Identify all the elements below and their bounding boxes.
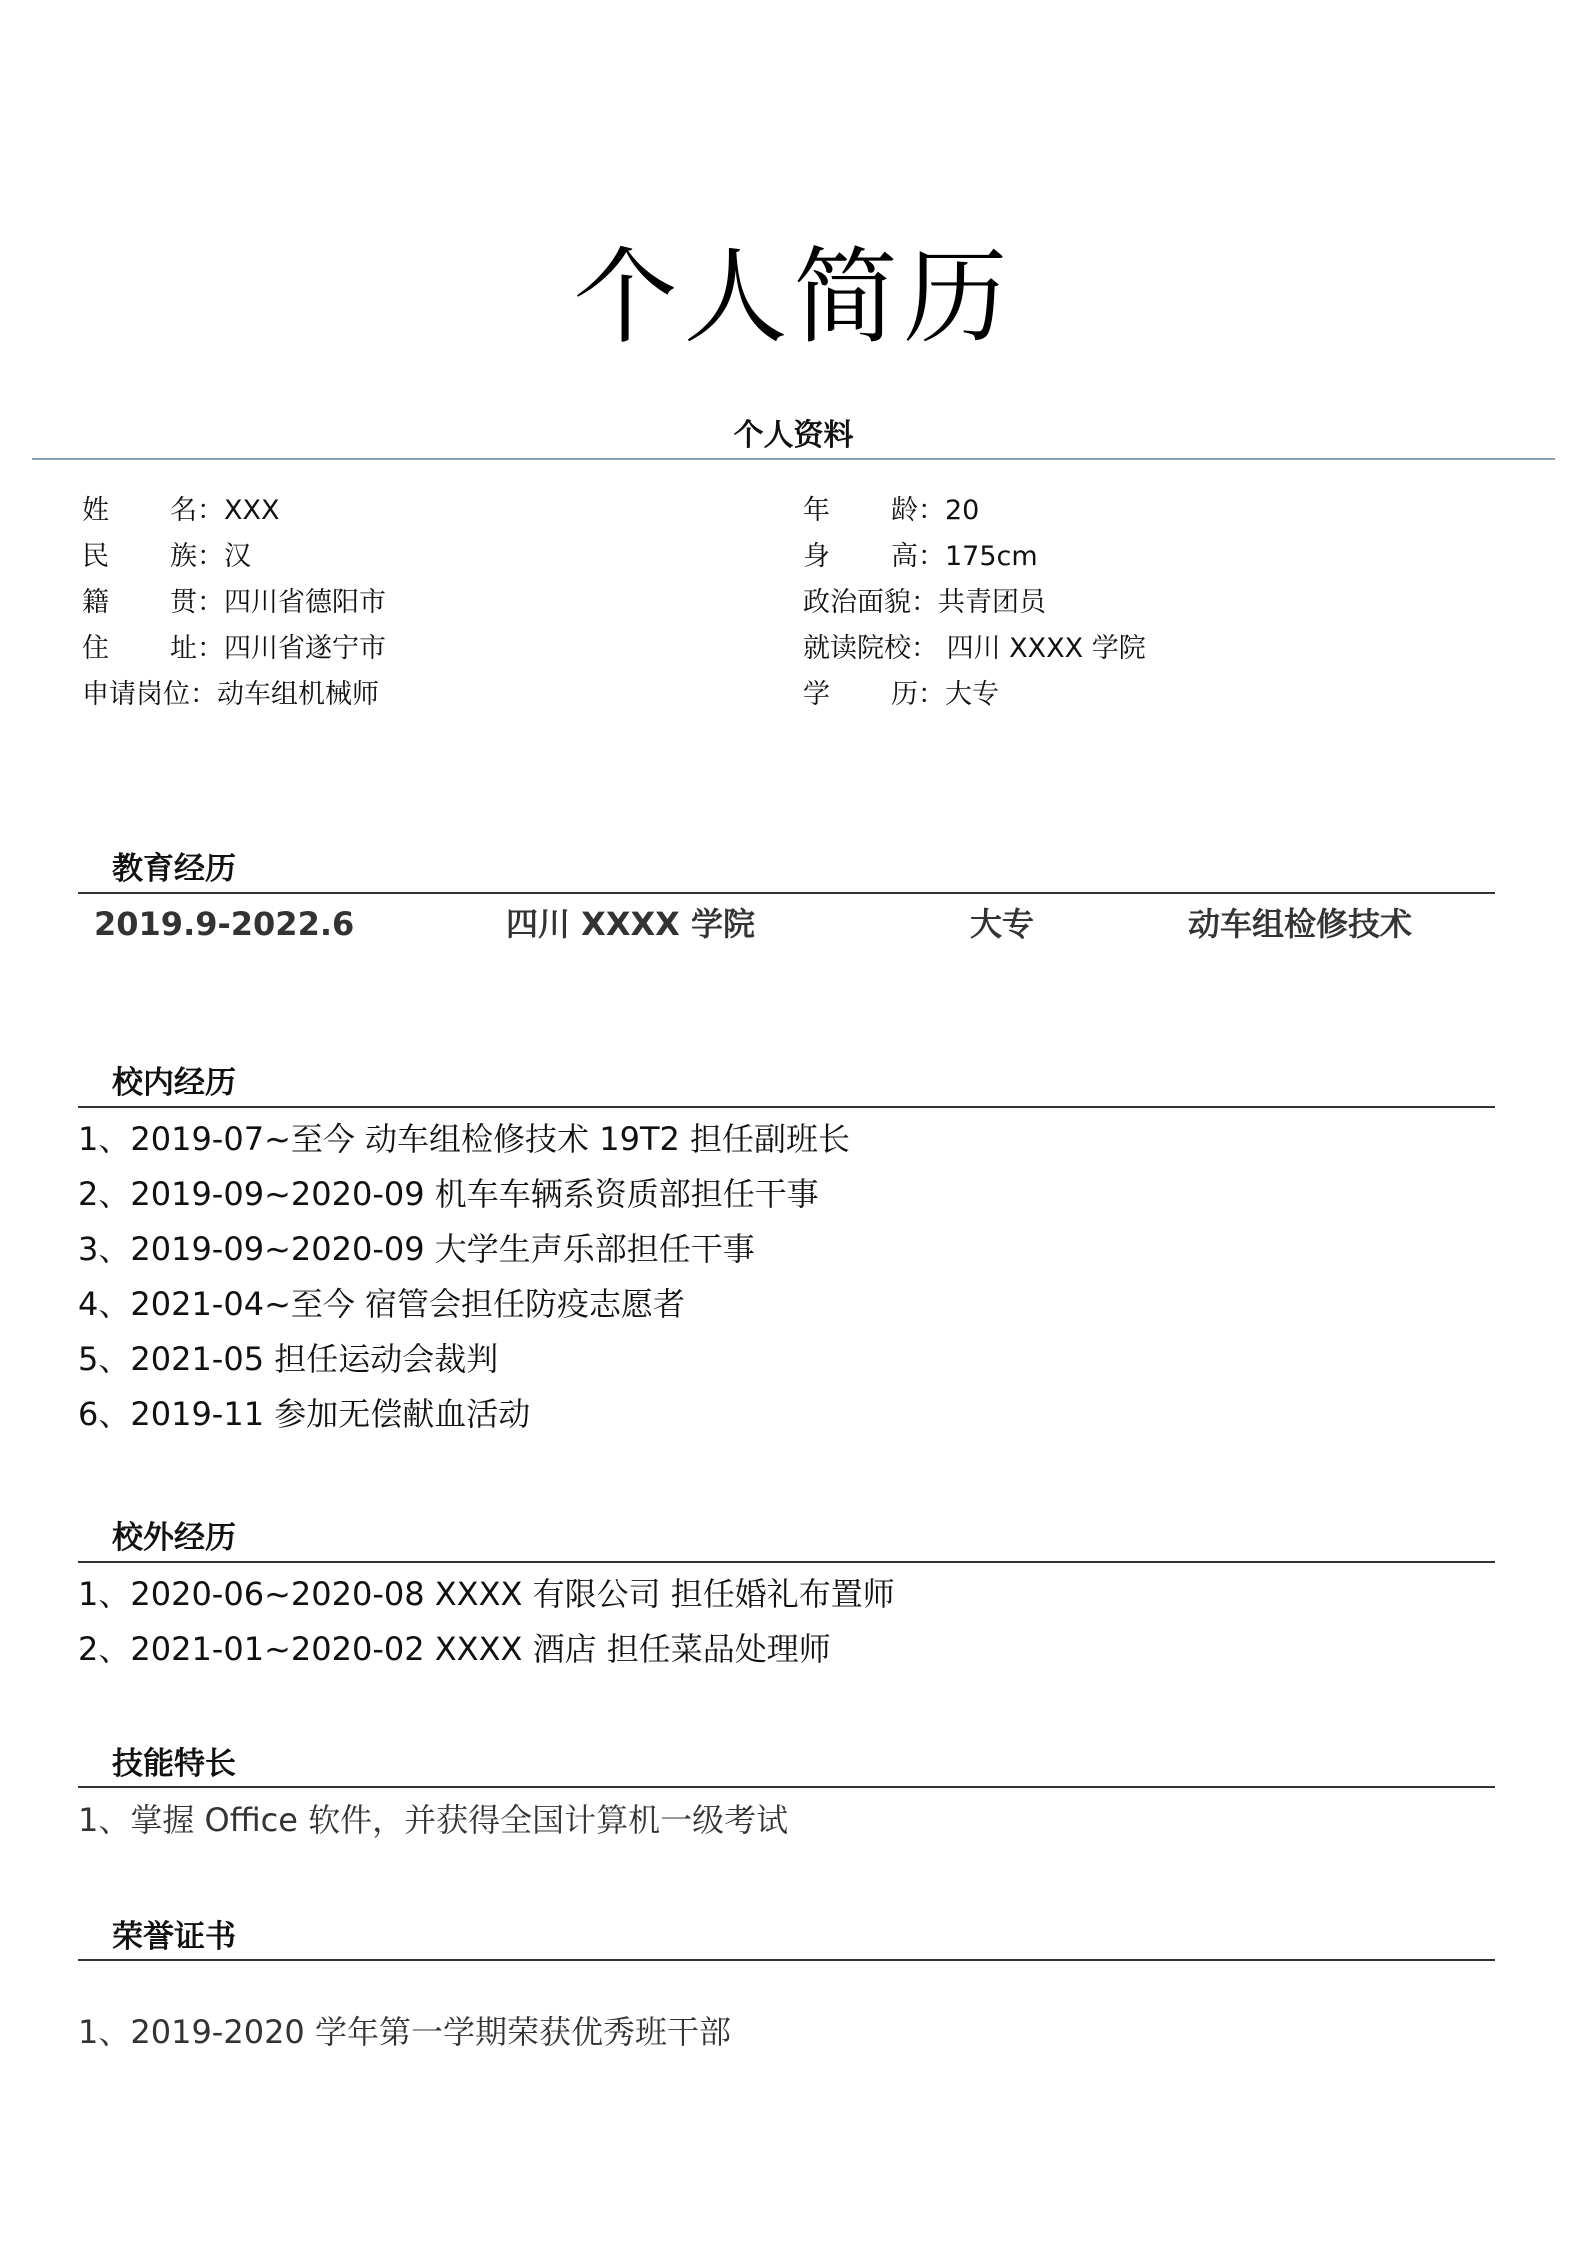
info-native-place: 籍 贯：四川省德阳市 xyxy=(82,583,386,623)
education-major: 动车组检修技术 xyxy=(1188,905,1413,943)
skills-heading: 技能特长 xyxy=(112,1746,236,1782)
campus-item: 2、2019-09~2020-09 机车车辆系资质部担任干事 xyxy=(78,1175,819,1213)
external-divider xyxy=(78,1561,1495,1563)
info-label: 就读院校 xyxy=(803,633,911,664)
education-divider xyxy=(78,892,1495,894)
info-value: 大专 xyxy=(945,679,999,710)
info-value: XXX xyxy=(224,495,280,526)
info-label: 身 高 xyxy=(803,541,918,572)
campus-item: 1、2019-07~至今 动车组检修技术 19T2 担任副班长 xyxy=(78,1120,851,1158)
honors-heading: 荣誉证书 xyxy=(112,1919,236,1955)
info-education-level: 学 历：大专 xyxy=(803,675,999,715)
info-ethnicity: 民 族：汉 xyxy=(82,537,251,577)
info-value: 175cm xyxy=(945,541,1038,572)
campus-item: 3、2019-09~2020-09 大学生声乐部担任干事 xyxy=(78,1230,755,1268)
campus-item: 6、2019-11 参加无偿献血活动 xyxy=(78,1395,531,1433)
honors-item: 1、2019-2020 学年第一学期荣获优秀班干部 xyxy=(78,2013,731,2051)
external-item: 2、2021-01~2020-02 XXXX 酒店 担任菜品处理师 xyxy=(78,1630,831,1668)
info-value: 四川 XXXX 学院 xyxy=(938,633,1146,664)
info-political-status: 政治面貌：共青团员 xyxy=(803,583,1046,623)
info-value: 四川省德阳市 xyxy=(224,587,386,618)
info-label: 政治面貌 xyxy=(803,587,911,618)
info-label: 年 龄 xyxy=(803,495,918,526)
education-heading: 教育经历 xyxy=(112,851,236,887)
info-value: 动车组机械师 xyxy=(217,679,379,710)
skills-divider xyxy=(78,1786,1495,1788)
info-label: 学 历 xyxy=(803,679,918,710)
info-age: 年 龄：20 xyxy=(803,491,979,531)
education-degree: 大专 xyxy=(970,905,1035,943)
info-value: 四川省遂宁市 xyxy=(224,633,386,664)
info-label: 住 址 xyxy=(82,633,197,664)
info-position: 申请岗位：动车组机械师 xyxy=(82,675,379,715)
skills-item: 1、掌握 Office 软件，并获得全国计算机一级考试 xyxy=(78,1801,789,1839)
info-value: 汉 xyxy=(224,541,251,572)
campus-heading: 校内经历 xyxy=(112,1065,236,1101)
info-value: 20 xyxy=(945,495,980,526)
info-value: 共青团员 xyxy=(938,587,1046,618)
info-address: 住 址：四川省遂宁市 xyxy=(82,629,386,669)
header-divider xyxy=(32,458,1555,460)
info-school: 就读院校： 四川 XXXX 学院 xyxy=(803,629,1146,669)
resume-title: 个人简历 xyxy=(573,236,1014,358)
info-height: 身 高：175cm xyxy=(803,537,1038,577)
info-label: 民 族 xyxy=(82,541,197,572)
info-name: 姓 名：XXX xyxy=(82,491,280,531)
info-label: 籍 贯 xyxy=(82,587,197,618)
external-heading: 校外经历 xyxy=(112,1520,236,1556)
campus-divider xyxy=(78,1106,1495,1108)
external-item: 1、2020-06~2020-08 XXXX 有限公司 担任婚礼布置师 xyxy=(78,1575,895,1613)
info-label: 姓 名 xyxy=(82,495,197,526)
info-label: 申请岗位 xyxy=(82,679,190,710)
campus-item: 4、2021-04~至今 宿管会担任防疫志愿者 xyxy=(78,1285,686,1323)
education-school: 四川 XXXX 学院 xyxy=(506,905,755,943)
honors-divider xyxy=(78,1959,1495,1961)
campus-item: 5、2021-05 担任运动会裁判 xyxy=(78,1340,499,1378)
education-period: 2019.9-2022.6 xyxy=(94,905,355,943)
personal-info-heading: 个人资料 xyxy=(733,418,854,453)
